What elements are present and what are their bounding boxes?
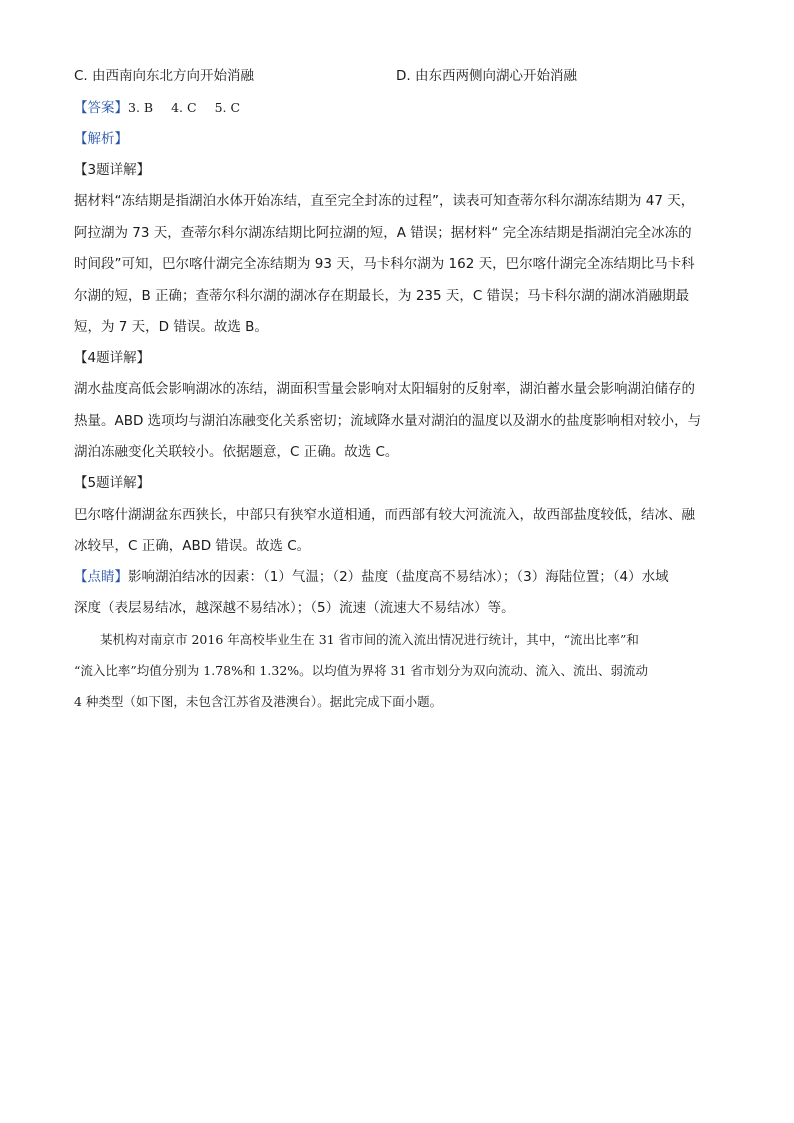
answer-label: 【答案】 [74,100,128,116]
q3-line: 尔湖的短，B 正确；查蒂尔科尔湖的湖冰存在期最长，为 235 天，C 错误；马卡科尔湖的湖冰消融期最 [74,288,690,304]
answer-line [74,98,240,118]
intro-line: “流入比率”均值分别为 1.78%和 1.32%。以均值为界将 31 省市划分为双向流动、流入、流出、弱流动 [74,663,649,678]
note-line [74,567,669,587]
q5-heading: 【5题详解】 [74,475,151,491]
q3-line: 据材料“冻结期是指湖泊水体开始冻结，直至完全封冻的过程”，读表可知查蒂尔科尔湖冻结期为 47 天， [74,193,695,209]
q3-line: 时间段”可知，巴尔喀什湖完全冻结期为 93 天，马卡科尔湖为 162 天，巴尔喀什湖完全冻结期比马卡科 [74,256,695,272]
q5-line: 巴尔喀什湖湖盆东西狭长，中部只有狭窄水道相通，而西部有较大河流流入，故西部盐度较低，结冰、融 [74,507,695,523]
analysis-label: 【解析】 [74,131,128,147]
answer-item: 5. C [214,100,241,115]
q4-line: 热量。ABD 选项均与湖泊冻融变化关系密切；流域降水量对湖泊的温度以及湖水的盐度影响相对较小，与 [74,413,702,429]
intro-line: 4 种类型（如下图，未包含江苏省及港澳台）。据此完成下面小题。 [74,694,443,709]
note-line: 深度（表层易结冰，越深越不易结冰）；（5）流速（流速大不易结冰）等。 [74,600,515,616]
q3-line: 短，为 7 天，D 错误。故选 B。 [74,319,268,335]
q4-line: 湖水盐度高低会影响湖冰的冻结，湖面积雪量会影响对太阳辐射的反射率，湖泊蓄水量会影响湖泊储存的 [74,381,695,397]
option-d: D. 由东西两侧向湖心开始消融 [396,68,577,84]
q3-heading: 【3题详解】 [74,162,151,178]
q5-line: 冰较早，C 正确，ABD 错误。故选 C。 [74,538,311,554]
note-label: 【点睛】 [74,569,128,585]
q4-line: 湖泊冻融变化关联较小。依据题意，C 正确。故选 C。 [74,444,399,460]
answer-item: 3. B [128,100,154,115]
answer-item: 4. C [171,100,197,115]
intro-line: 某机构对南京市 2016 年高校毕业生在 31 省市间的流入流出情况进行统计，其中，“流出比率”和 [100,632,639,647]
q3-line: 阿拉湖为 73 天，查蒂尔科尔湖冻结期比阿拉湖的短，A 错误；据材料“ 完全冻结期是指湖泊完全冰冻的 [74,225,692,241]
note-text: 影响湖泊结冰的因素：（1）气温；（2）盐度（盐度高不易结冰）；（3）海陆位置；（4）水域 [128,569,669,585]
options-row [74,66,577,86]
q4-heading: 【4题详解】 [74,350,151,366]
option-c: C. 由西南向东北方向开始消融 [74,68,255,84]
